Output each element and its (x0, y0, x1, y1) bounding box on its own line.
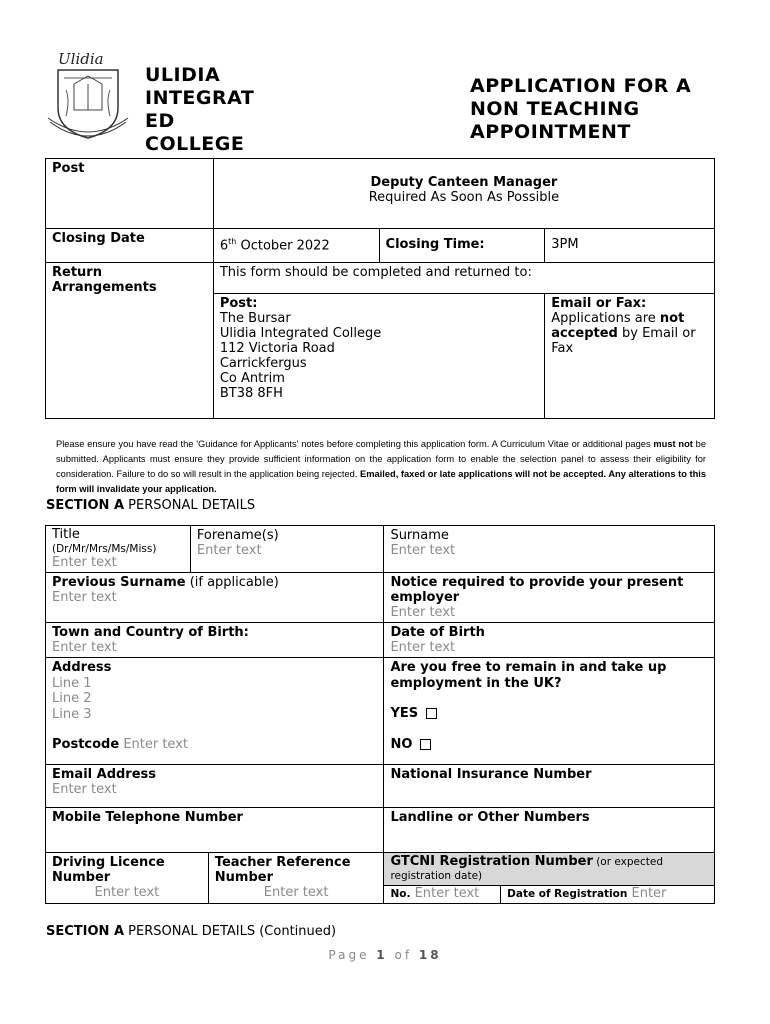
uk-employment-cell: Are you free to remain in and take up employment in the UK? YES NO (384, 658, 715, 765)
gtcni-number-input: Enter text (414, 886, 480, 901)
post-title: Deputy Canteen Manager (370, 175, 558, 190)
notice-period-cell[interactable]: Notice required to provide your present employer Enter text (384, 573, 715, 623)
section-a-continued-heading: SECTION A PERSONAL DETAILS (Continued) (46, 924, 337, 939)
teacher-ref-input: Enter text (263, 885, 329, 900)
notice-period-input: Enter text (390, 605, 456, 620)
birth-place-input: Enter text (52, 640, 117, 655)
application-title: APPLICATION FOR A NON TEACHING APPOINTMENT (470, 75, 692, 143)
previous-surname-input: Enter text (52, 590, 117, 605)
title-cell[interactable]: Title (Dr/Mr/Mrs/Ms/Miss) Enter text (46, 526, 191, 573)
address-line-2: Line 2 (52, 691, 92, 706)
birth-place-cell[interactable]: Town and Country of Birth: Enter text (46, 623, 384, 658)
forename-input: Enter text (196, 543, 262, 558)
address-cell[interactable]: Address Line 1 Line 2 Line 3 Postcode Enter text (46, 658, 384, 765)
email-input: Enter text (52, 782, 117, 797)
driving-licence-input: Enter text (94, 885, 160, 900)
gtcni-number-cell[interactable]: No. Enter text (384, 886, 501, 904)
closing-date-label: Closing Date (46, 229, 214, 263)
postal-address: Post: The Bursar Ulidia Integrated College 112 Victoria Road Carrickfergus Co Antrim BT38 8FH (213, 294, 544, 419)
email-cell[interactable]: Email Address Enter text (46, 765, 384, 808)
email-fax-info: Email or Fax: Applications are not accepted by Email or Fax (545, 294, 715, 419)
teacher-ref-cell[interactable]: Teacher Reference Number Enter text (208, 853, 384, 904)
surname-input: Enter text (390, 543, 456, 558)
post-subtitle: Required As Soon As Possible (368, 190, 560, 205)
dob-cell[interactable]: Date of Birth Enter text (384, 623, 715, 658)
yes-checkbox[interactable] (426, 708, 437, 719)
forename-cell[interactable]: Forename(s) Enter text (190, 526, 384, 573)
post-label: Post (46, 159, 214, 229)
previous-surname-cell[interactable]: Previous Surname (if applicable) Enter text (46, 573, 384, 623)
college-name: ULIDIA INTEGRAT ED COLLEGE (145, 64, 255, 155)
applicant-notice: Please ensure you have read the 'Guidance for Applicants' notes before completing this application form. A Curriculum Vitae or additional pages must not be submitted. Applicants must ensure they provide sufficient information on the application form to enable the selection panel to assess their eligibility for consideration. Failure to do so will result in the application being rejected. Emailed, faxed or late applications will not be accepted. Any alterations to this form will invalidate your application. (56, 439, 706, 494)
logo-text: Ulidia (58, 50, 104, 68)
mobile-cell[interactable]: Mobile Telephone Number (46, 808, 384, 853)
no-checkbox[interactable] (420, 739, 431, 750)
registration-date-input: Enter (631, 886, 667, 901)
ni-number-cell[interactable]: National Insurance Number (384, 765, 715, 808)
dob-input: Enter text (390, 640, 456, 655)
surname-cell[interactable]: Surname Enter text (384, 526, 715, 573)
closing-date-value: 6th October 2022 (213, 229, 379, 263)
return-instructions: This form should be completed and returned to: (213, 263, 714, 294)
postcode-input: Enter text (123, 737, 188, 752)
closing-time-label: Closing Time: (379, 229, 545, 263)
driving-licence-cell[interactable]: Driving Licence Number Enter text (46, 853, 209, 904)
return-arrangements-label: Return Arrangements (46, 263, 214, 419)
landline-cell[interactable]: Landline or Other Numbers (384, 808, 715, 853)
section-a-heading: SECTION A PERSONAL DETAILS (46, 498, 256, 513)
closing-time-value: 3PM (545, 229, 715, 263)
registration-date-cell[interactable]: Date of Registration Enter (501, 886, 715, 904)
title-input: Enter text (52, 555, 117, 570)
gtcni-cell: GTCNI Registration Number (or expected registration date) (384, 853, 715, 886)
address-line-3: Line 3 (52, 706, 92, 722)
post-details-table (45, 158, 715, 419)
page-footer: Page 1 of 18 (328, 948, 442, 962)
college-crest-logo (44, 50, 132, 142)
address-line-1: Line 1 (52, 675, 92, 691)
personal-details-table (45, 525, 715, 904)
